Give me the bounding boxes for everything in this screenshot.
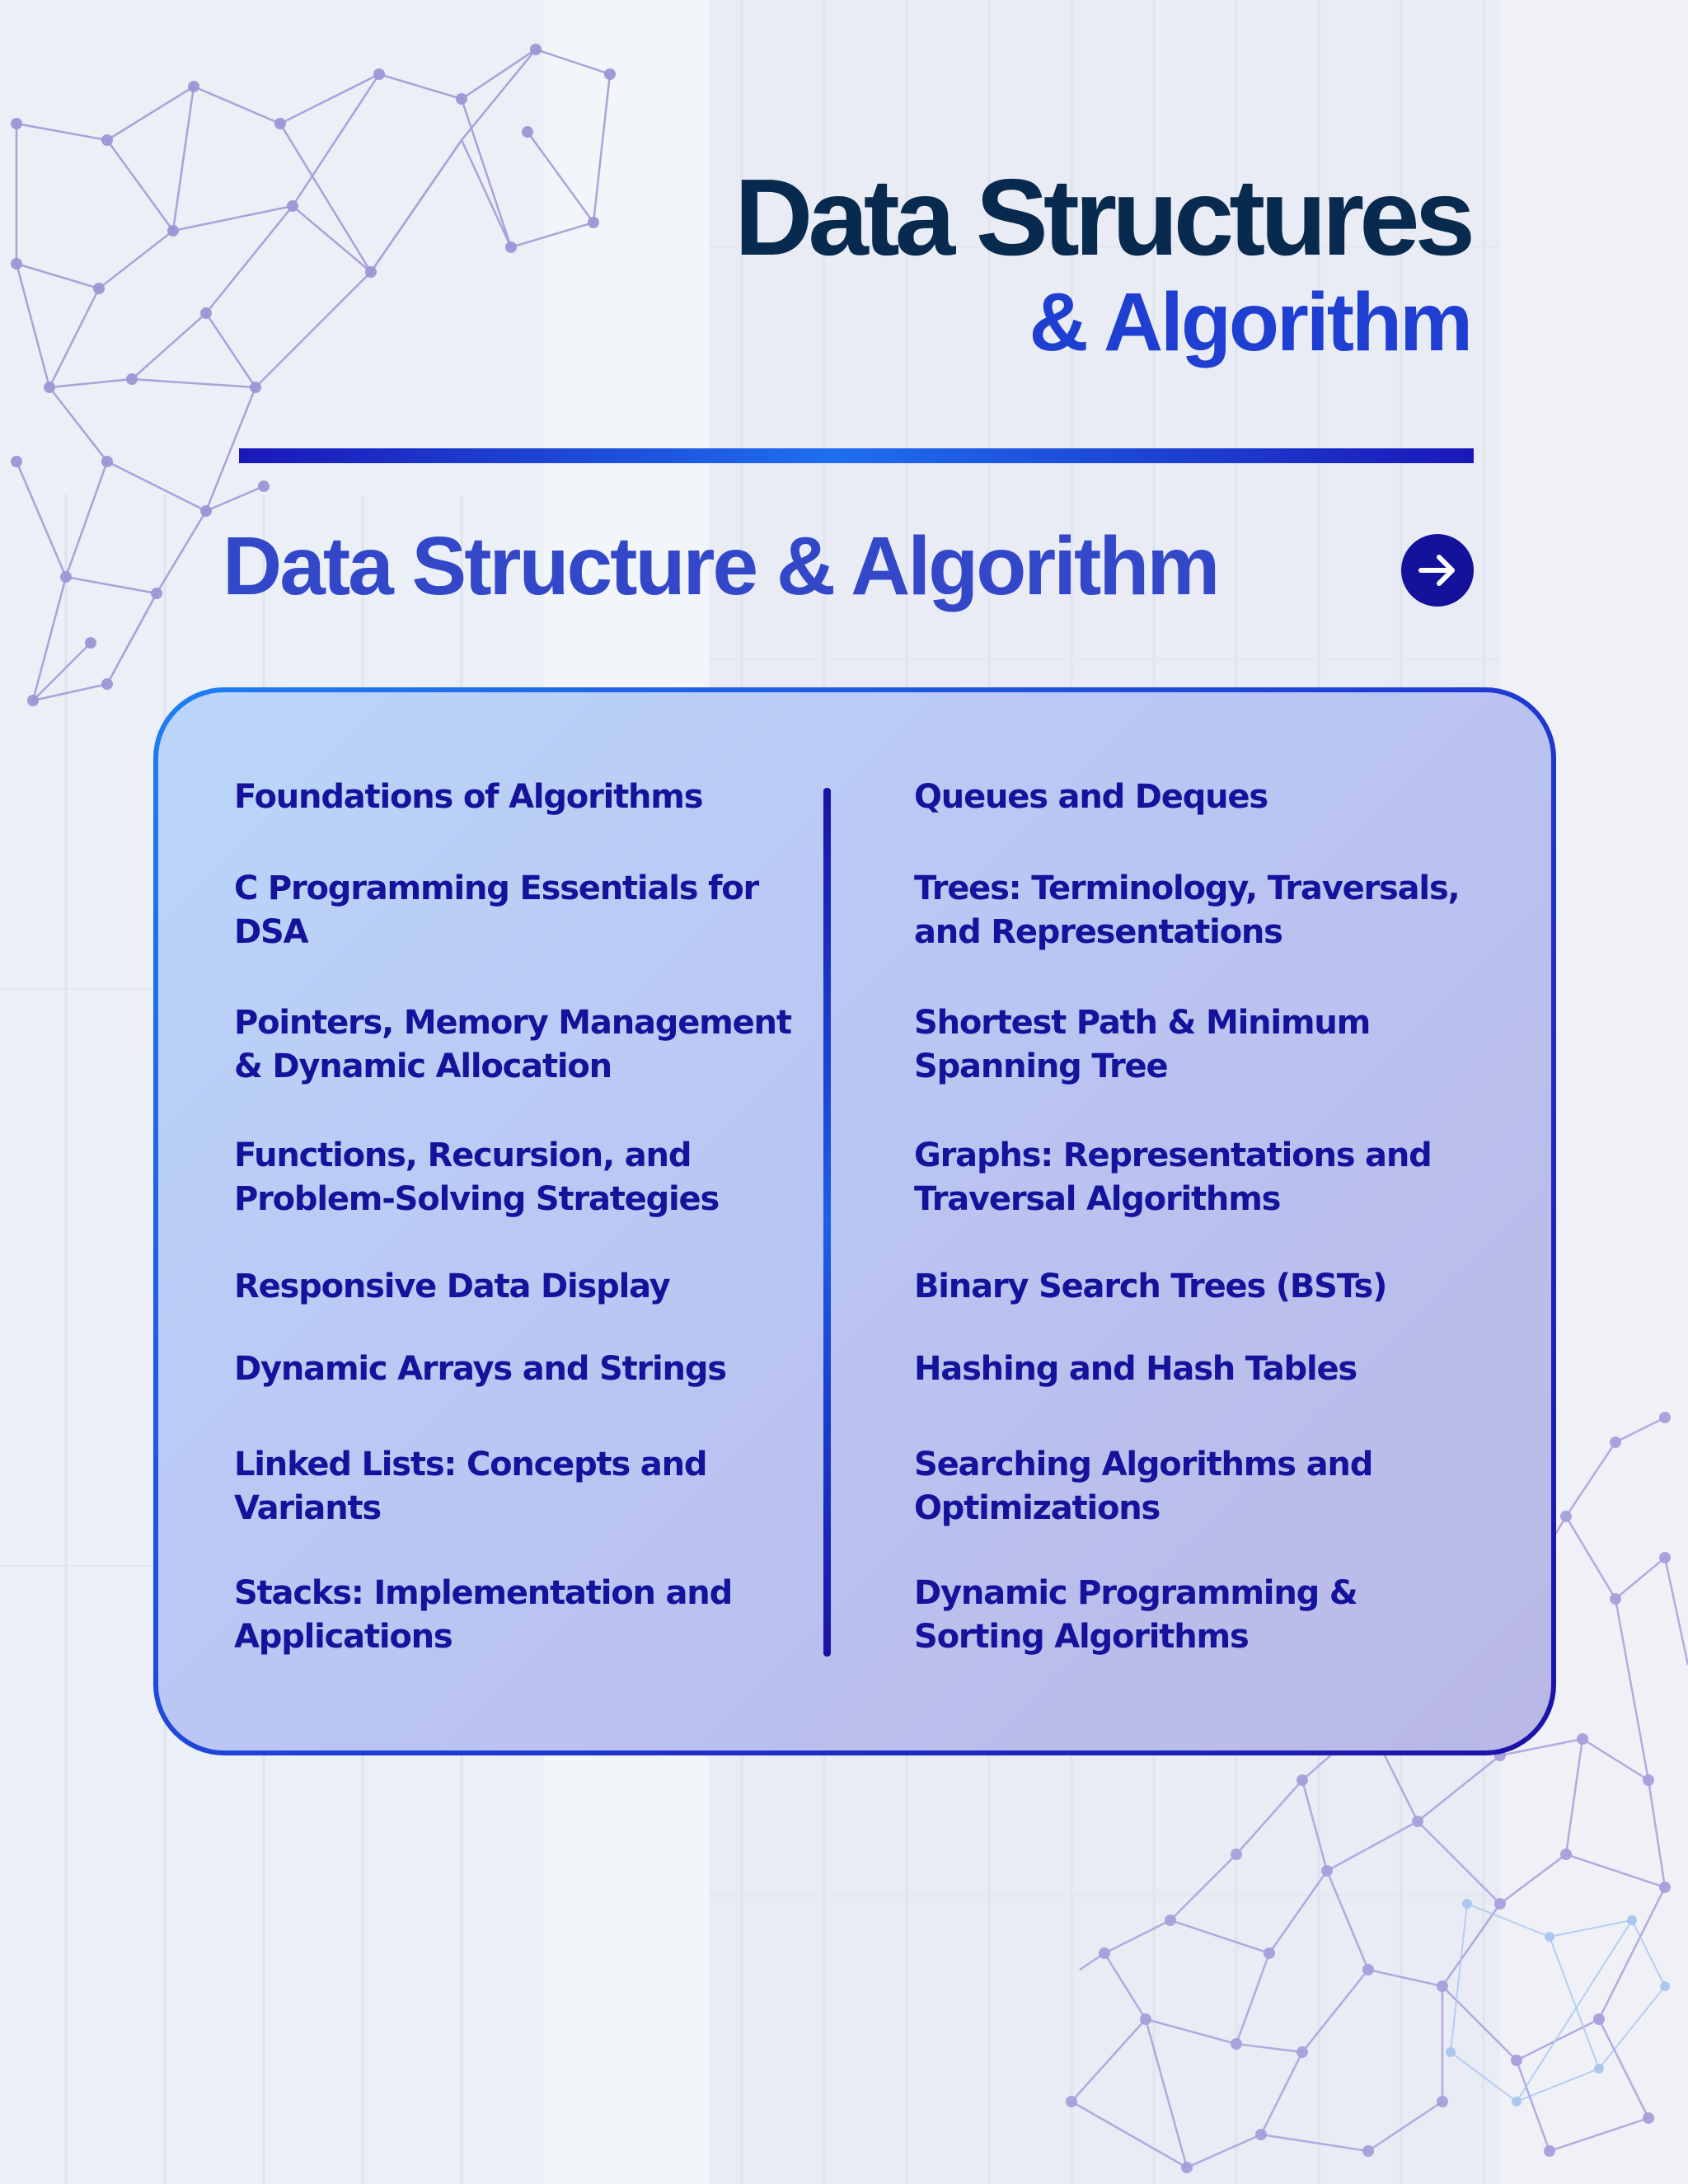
- topic-item: Foundations of Algorithms: [234, 778, 703, 816]
- topic-item: Hashing and Hash Tables: [914, 1350, 1357, 1388]
- topic-item: Trees: Terminology, Traversals, and Representations: [914, 869, 1460, 951]
- title-divider: [239, 448, 1474, 463]
- topic-item: Binary Search Trees (BSTs): [914, 1268, 1387, 1305]
- network-pattern-top-left: [0, 0, 643, 725]
- topic-item: Stacks: Implementation and Applications: [234, 1574, 733, 1656]
- section-heading: Data Structure & Algorithm: [223, 520, 1218, 612]
- page-title: Data Structures: [734, 157, 1470, 278]
- page-subtitle: & Algorithm: [1029, 276, 1470, 368]
- arrow-right-icon: [1401, 534, 1474, 607]
- topic-item: C Programming Essentials for DSA: [234, 869, 759, 951]
- topic-item: Graphs: Representations and Traversal Algorithms: [914, 1137, 1432, 1218]
- topic-item: Responsive Data Display: [234, 1268, 670, 1305]
- topic-item: Searching Algorithms and Optimizations: [914, 1446, 1373, 1527]
- arrow-right-button[interactable]: [1401, 534, 1474, 607]
- topic-item: Shortest Path & Minimum Spanning Tree: [914, 1004, 1371, 1085]
- topic-item: Linked Lists: Concepts and Variants: [234, 1446, 707, 1527]
- topic-item: Queues and Deques: [914, 778, 1268, 816]
- topic-item: Dynamic Arrays and Strings: [234, 1350, 726, 1388]
- topic-item: Pointers, Memory Management & Dynamic Allocation: [234, 1004, 791, 1085]
- topic-item: Dynamic Programming & Sorting Algorithms: [914, 1574, 1357, 1656]
- topic-item: Functions, Recursion, and Problem-Solving Strategies: [234, 1137, 720, 1218]
